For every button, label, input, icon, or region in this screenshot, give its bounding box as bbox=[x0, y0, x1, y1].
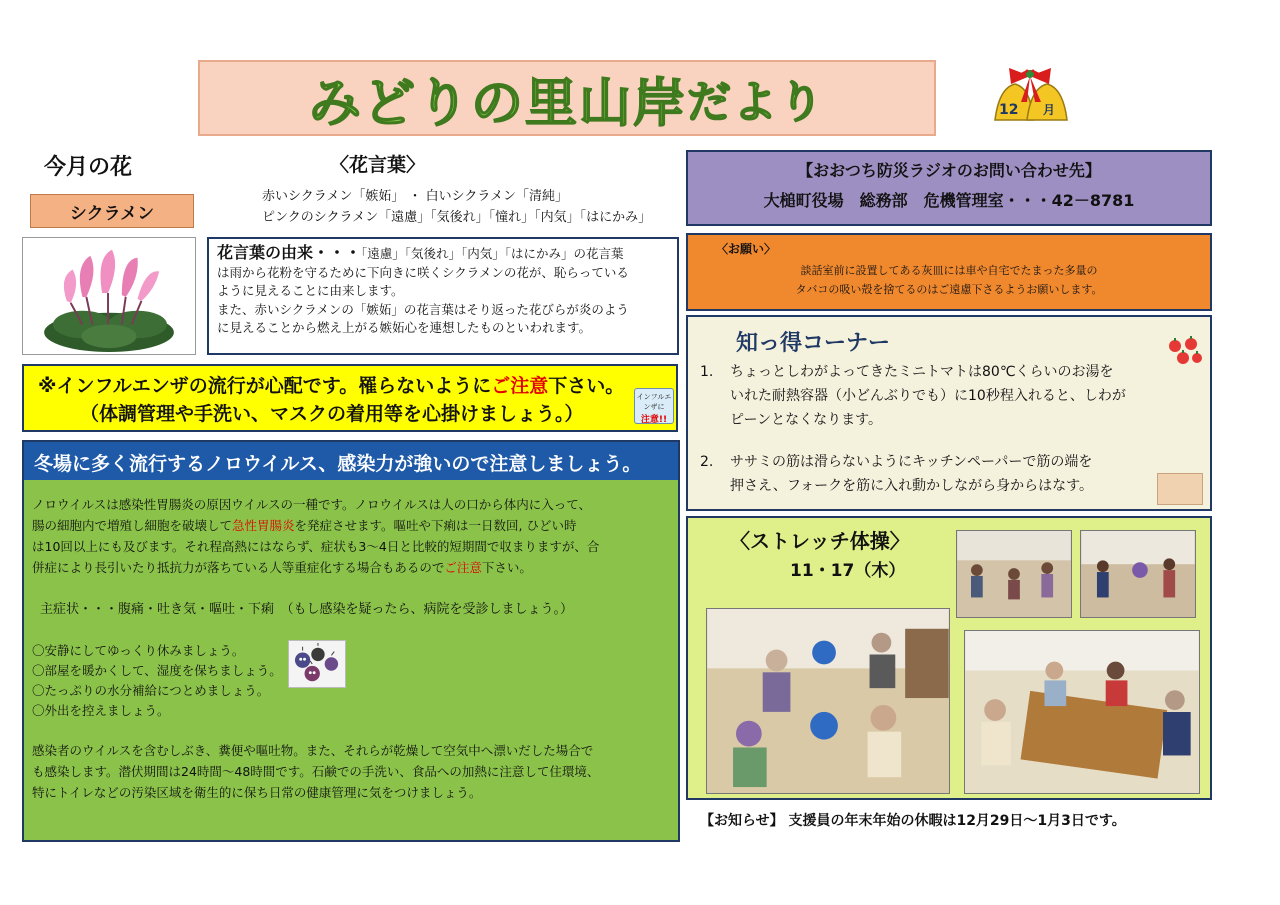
virus-illustration-icon bbox=[288, 640, 346, 688]
request-line: タバコの吸い殻を捨てるのはご遠慮下さるようお願いします。 bbox=[795, 283, 1103, 296]
origin-lead: 花言葉の由来・・・ bbox=[217, 243, 362, 262]
list-item: 〇安静にしてゆっくり休みましょう。 bbox=[32, 643, 245, 658]
caution-emphasis: ご注意 bbox=[444, 560, 482, 575]
tip-item bbox=[730, 360, 1150, 432]
caution-emphasis: ご注意 bbox=[491, 375, 549, 397]
title-main: みどりの里山岸 bbox=[308, 73, 687, 134]
contact-phone: 大槌町役場 総務部 危機管理室・・・42－8781 bbox=[763, 191, 1135, 210]
title-suffix: だより bbox=[687, 77, 825, 128]
paragraph-text: 下さい。 bbox=[481, 560, 532, 575]
icon-caption: 注意!! bbox=[640, 415, 668, 425]
tip-number: 1. bbox=[700, 364, 714, 380]
influenza-warning-line bbox=[38, 371, 624, 398]
tip-line: ピーンとなくなります。 bbox=[730, 412, 883, 428]
tip-line: ササミの筋は滑らないようにキッチンペーパーで筋の端を bbox=[730, 454, 1093, 470]
request-line: 談話室前に設置してある灰皿には車や自宅でたまった多量の bbox=[800, 264, 1098, 277]
list-item: 〇外出を控えましょう。 bbox=[32, 703, 170, 718]
paragraph-text: 腸の細胞内で増殖し細胞を破壊して bbox=[32, 518, 233, 533]
norovirus-paragraph bbox=[32, 494, 672, 578]
infection-paragraph bbox=[32, 740, 672, 803]
stretch-photo bbox=[956, 530, 1072, 618]
care-list bbox=[32, 641, 282, 721]
month-number: 12 bbox=[999, 102, 1019, 118]
influenza-advice-line: （体調管理や手洗い、マスクの着用等を心掛けましょう。） bbox=[80, 403, 584, 425]
holiday-notice: 【お知らせ】 支援員の年末年始の休暇は12月29日～1月3日です。 bbox=[700, 813, 1126, 829]
icon-caption: インフルエンザに bbox=[636, 393, 672, 411]
paragraph-line: ノロウイルスは感染性胃腸炎の原因ウイルスの一種です。ノロウイルスは人の口から体内に入って、 bbox=[32, 497, 592, 512]
paragraph-text: を発症させます。嘔吐や下痢は一日数回, ひどい時 bbox=[294, 518, 577, 533]
paragraph-line: 感染者のウイルスを含むしぶき、糞便や嘔吐物。また、それらが乾燥して空気中へ漂いだした場合で bbox=[32, 743, 594, 758]
main-symptoms: 主症状・・・腹痛・吐き気・嘔吐・下痢 （もし感染を疑ったら、病院を受診しましょう。） bbox=[40, 602, 574, 617]
newsletter-title bbox=[198, 60, 936, 136]
paragraph-line: も感染します。潜伏期間は24時間～48時間です。石鹸での手洗い、食品への加熱に注意して住環境、 bbox=[32, 764, 600, 779]
tip-line: いれた耐熱容器（小どんぶりでも）に10秒程入れると、しわが bbox=[730, 388, 1126, 404]
warning-text: ※インフルエンザの流行が心配です。罹らないように bbox=[38, 375, 492, 397]
list-item: 〇たっぷりの水分補給につとめましょう。 bbox=[32, 683, 270, 698]
warning-text: 下さい。 bbox=[548, 375, 625, 397]
hanakotoba-line: 赤いシクラメン「嫉妬」 ・ 白いシクラメン「清純」 bbox=[262, 189, 568, 204]
tip-line: 押さえ、フォークを筋に入れ動かしながら身からはなす。 bbox=[730, 478, 1094, 494]
cyclamen-flower-image bbox=[22, 237, 196, 355]
origin-text: は雨から花粉を守るために下向きに咲くシクラメンの花が、恥らっている bbox=[217, 264, 629, 280]
stretch-title: 〈ストレッチ体操〉 bbox=[730, 529, 910, 553]
gastroenteritis-emphasis: 急性胃腸炎 bbox=[232, 518, 295, 533]
cherry-tomato-icon bbox=[1165, 332, 1205, 368]
paragraph-line: 特にトイレなどの汚染区域を衛生的に保ち日常の健康管理に気をつけましょう。 bbox=[32, 785, 482, 800]
origin-text: に見えることから燃え上がる嫉妬心を連想したものといわれます。 bbox=[217, 320, 592, 335]
tips-title: 知っ得コーナー bbox=[736, 331, 891, 356]
flower-name-tag: シクラメン bbox=[30, 194, 194, 228]
stretch-date: 11・17（木） bbox=[790, 561, 906, 581]
tip-line: ちょっとしわがよってきたミニトマトは80℃くらいのお湯を bbox=[730, 364, 1114, 380]
contact-title: 【おおつち防災ラジオのお問い合わせ先】 bbox=[797, 161, 1101, 180]
origin-text: また、赤いシクラメンの「嫉妬」の花言葉はそり返った花びらが炎のよう bbox=[217, 301, 629, 317]
request-heading: 〈お願い〉 bbox=[716, 242, 777, 256]
hanakotoba-line: ピンクのシクラメン「遠慮」「気後れ」「憧れ」「内気」「はにかみ」 bbox=[262, 210, 652, 225]
influenza-caution-icon bbox=[634, 388, 674, 424]
paragraph-text: 併症により長引いたり抵抗力が落ちている人等重症化する場合もあるので bbox=[32, 560, 445, 575]
hanakotoba-title: 〈花言葉〉 bbox=[330, 154, 426, 176]
hanakotoba-origin-box bbox=[207, 237, 679, 355]
month-suffix: 月 bbox=[1043, 103, 1056, 117]
tip-number: 2. bbox=[700, 454, 714, 470]
stretch-photo bbox=[706, 608, 950, 794]
list-item: 〇部屋を暖かくして、湿度を保ちましょう。 bbox=[32, 663, 282, 678]
christmas-bell-icon bbox=[985, 58, 1075, 136]
stretch-photo bbox=[1080, 530, 1196, 618]
stretch-photo bbox=[964, 630, 1200, 794]
tip-item bbox=[730, 450, 1150, 498]
origin-text: 「遠慮」「気後れ」「内気」「はにかみ」の花言葉 bbox=[361, 246, 624, 261]
paragraph-line: は10回以上にも及びます。それ程高熱にはならず、症状も3～4日と比較的短期間で収まりますが、合 bbox=[32, 539, 600, 554]
origin-text: ように見えることに由来します。 bbox=[217, 283, 404, 298]
norovirus-heading: 冬場に多く流行するノロウイルス、感染力が強いので注意しましょう。 bbox=[34, 453, 642, 475]
flower-of-month-heading: 今月の花 bbox=[44, 155, 133, 180]
cooking-hand-image bbox=[1157, 473, 1203, 505]
